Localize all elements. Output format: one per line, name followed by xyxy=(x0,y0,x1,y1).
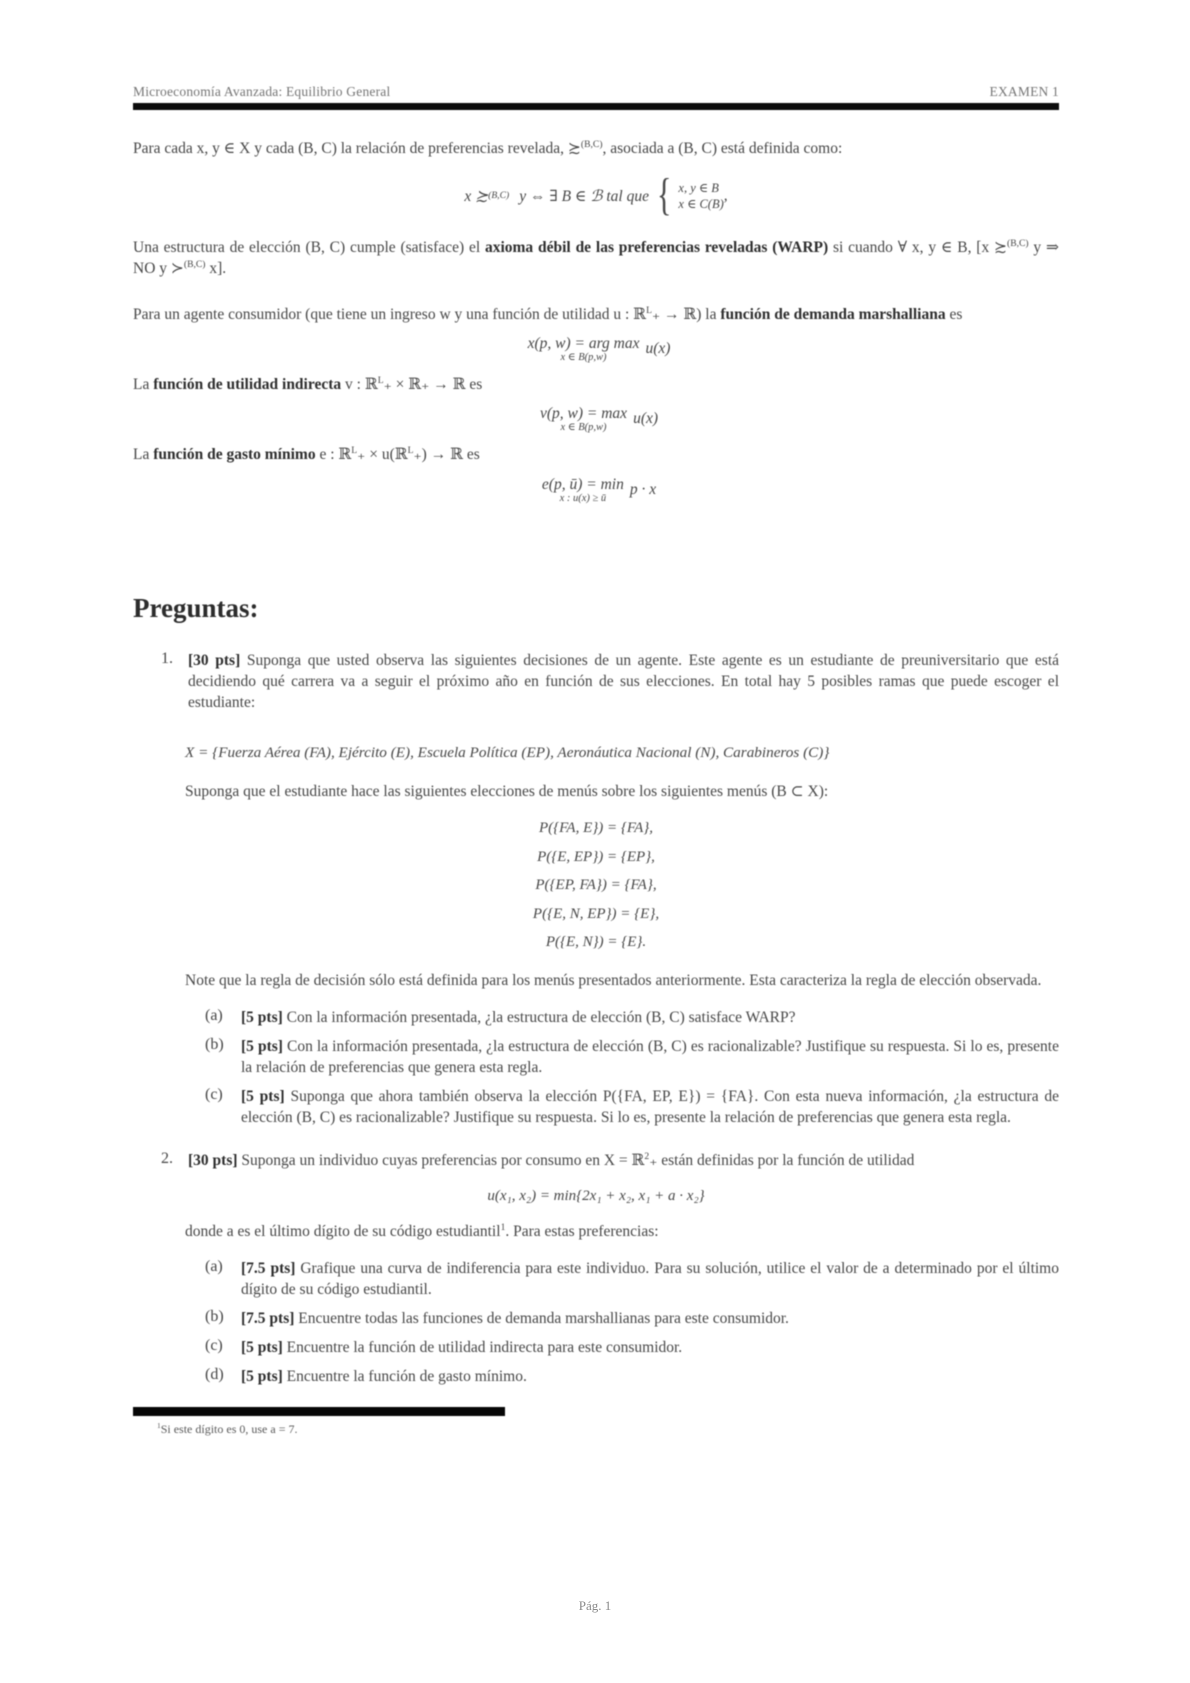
question-2-points: [30 pts] xyxy=(188,1151,238,1169)
page-number: Pág. 1 xyxy=(578,1598,612,1613)
expend-text-b: e : ℝ xyxy=(315,446,352,463)
marshallian-demand-equation xyxy=(133,334,1059,364)
subquestion-1c-body xyxy=(241,1086,1059,1128)
intro-paragraph-1 xyxy=(133,138,1059,159)
intro-p1-text2: , asociada a (B, C) está definida como: xyxy=(602,140,843,157)
subquestion-2d xyxy=(205,1366,1059,1387)
subquestion-1a-label: (a) xyxy=(205,1006,223,1024)
indirect-text-b: v : ℝ xyxy=(341,376,378,393)
brace-glyph: { xyxy=(656,170,672,220)
where-text-b: . Para estas preferencias: xyxy=(505,1223,659,1240)
footnote-text: Si este dígito es 0, use a = 7. xyxy=(160,1422,298,1436)
subquestion-2a-points: [7.5 pts] xyxy=(241,1260,296,1277)
warp-paragraph xyxy=(133,237,1059,279)
expend-sup1: L xyxy=(351,444,358,456)
subquestion-2c-body xyxy=(241,1337,1059,1358)
utility-equation: u(x₁, x₂) = min{2x₁ + x₂, x₁ + a · x₂} xyxy=(487,1187,705,1204)
subquestion-2b-points: [7.5 pts] xyxy=(241,1310,295,1327)
indirect-utility-equation xyxy=(133,404,1059,434)
choice-equation: P({FA, E}) = {FA}, xyxy=(539,820,653,836)
demand-text-c: es xyxy=(945,306,963,323)
subquestion-1c-label: (c) xyxy=(205,1085,223,1103)
eq3-lhs: v(p, w) = max xyxy=(539,405,628,422)
question-2-number: 2. xyxy=(161,1149,173,1167)
course-title: Microeconomía Avanzada: Equilibrio General xyxy=(133,84,391,99)
indirect-text-a: La xyxy=(133,376,154,393)
expenditure-equation xyxy=(133,475,1059,505)
subquestion-2a-text: Grafique una curva de indiferencia para este individuo. Para su solución, utilice el valor de a determinado por el último dígito de su código estudiantil. xyxy=(241,1260,1059,1298)
choice-equation: P({E, N, EP}) = {E}, xyxy=(532,905,660,922)
subquestion-2b-text: Encuentre todas las funciones de demanda marshallianas para este consumidor. xyxy=(294,1310,789,1327)
subquestion-1b-label: (b) xyxy=(205,1035,224,1053)
choice-equation: P({E, EP}) = {EP}, xyxy=(537,848,655,865)
subquestion-1b-body xyxy=(241,1036,1059,1078)
eq2-lhs: x(p, w) = arg max xyxy=(527,335,640,352)
subquestion-2c xyxy=(205,1337,1059,1358)
subquestion-2d-text: Encuentre la función de gasto mínimo. xyxy=(282,1368,527,1385)
subquestion-1b-text: Con la información presentada, ¿la estructura de elección (B, C) es racionalizable? Justifique su respuesta. Si lo es, presente la relación de preferencias que genera esta regla. xyxy=(241,1037,1059,1076)
warp-sup2: (B,C) xyxy=(183,258,206,270)
where-sup: 1 xyxy=(500,1221,506,1233)
question-2-text-a: Suponga un individuo cuyas preferencias por consumo en X = ℝ xyxy=(237,1151,645,1169)
footnote xyxy=(157,1422,1059,1437)
indirect-sup: L xyxy=(377,374,384,386)
eq1-mid: y ⇔ ∃ B ∈ ℬ tal que xyxy=(519,187,649,205)
choice-equation: P({E, N}) = {E}. xyxy=(545,934,647,950)
subquestion-2c-label: (c) xyxy=(205,1337,223,1354)
expend-text-a: La xyxy=(133,446,154,463)
subquestion-2a-body xyxy=(241,1258,1059,1300)
question-1 xyxy=(133,650,1059,713)
expend-text-c: ₊ × u(ℝ xyxy=(357,446,408,463)
where-line xyxy=(185,1221,1059,1242)
menus-line: Suponga que el estudiante hace las siguientes elecciones de menús sobre los siguientes menús (B ⊂ X): xyxy=(185,783,829,800)
eq4-lhs: e(p, ū) = min xyxy=(541,476,624,493)
questions-heading: Preguntas: xyxy=(133,593,259,623)
question-1-body xyxy=(188,650,1059,713)
eq2-sub: x ∈ B(p,w) xyxy=(560,352,607,363)
question-1-text: Suponga que usted observa las siguientes decisiones de un agente. Este agente es un estudiante de preuniversitario que está decidiendo qué carrera va a seguir el próximo año en función de sus elecciones. En total hay 5 posibles ramas que puede escoger el estudiante: xyxy=(188,652,1060,711)
subquestion-2d-points: [5 pts] xyxy=(241,1368,283,1385)
question-2 xyxy=(133,1150,1059,1171)
note-paragraph: Note que la regla de decisión sólo está definida para los menús presentados anteriormente. Esta caracteriza la regla de elección observada. xyxy=(185,971,1042,989)
eq3-rhs: u(x) xyxy=(633,410,659,427)
subquestion-1b-points: [5 pts] xyxy=(241,1037,283,1055)
subquestion-2a-label: (a) xyxy=(205,1258,223,1275)
eq1-case2: x ∈ C(B) xyxy=(678,197,724,211)
subquestion-2b xyxy=(205,1308,1059,1329)
subquestion-1a-body xyxy=(241,1007,1059,1028)
indirect-utility-paragraph xyxy=(133,374,1059,395)
subquestion-2b-label: (b) xyxy=(205,1308,224,1325)
subquestion-2d-label: (d) xyxy=(205,1366,224,1383)
question-1-points: [30 pts] xyxy=(188,652,241,669)
subquestion-1a xyxy=(205,1007,1059,1028)
where-text-a: donde a es el último dígito de su código estudiantil xyxy=(185,1223,501,1240)
demand-sup: L xyxy=(646,304,652,316)
demand-text-a: Para un agente consumidor (que tiene un ingreso w y una función de utilidad u : ℝ xyxy=(133,306,647,323)
subquestion-2d-body xyxy=(241,1366,1059,1387)
subquestion-1c xyxy=(205,1086,1059,1128)
expend-bold: función de gasto mínimo xyxy=(153,446,316,463)
subquestion-1c-text: Suponga que ahora también observa la elección P({FA, EP, E}) = {FA}. Con esta nueva información, ¿la estructura de elección (B, C) es racionalizable? Justifique su respuesta. Si lo es, presente la relación de preferencias que genera esta regla. xyxy=(241,1087,1060,1126)
exam-label: EXAMEN 1 xyxy=(989,84,1059,99)
page-content xyxy=(133,84,1059,1449)
eq1-cases xyxy=(656,170,724,220)
warp-text-b: si cuando ∀ x, y ∈ B, [x ≿ xyxy=(828,239,1008,256)
eq3-sub: x ∈ B(p,w) xyxy=(560,422,607,433)
subquestion-1c-points: [5 pts] xyxy=(241,1087,285,1105)
question-2-text-b: ₊ están definidas por la función de utilidad xyxy=(649,1151,915,1169)
expenditure-paragraph xyxy=(133,444,1059,465)
eq4-sub: x : u(x) ≥ ū xyxy=(559,493,607,504)
header-rule xyxy=(133,103,1059,110)
marshallian-paragraph xyxy=(133,304,1059,325)
page-header xyxy=(133,84,1059,100)
indirect-text-c: ₊ × ℝ₊ → ℝ es xyxy=(383,376,483,393)
intro-p1-text: Para cada x, y ∈ X y cada (B, C) la relación de preferencias revelada, ≿ xyxy=(133,140,581,157)
warp-text-d: x]. xyxy=(205,260,227,277)
demand-bold: función de demanda marshalliana xyxy=(720,306,946,323)
eq1-tail: , xyxy=(723,187,728,204)
warp-text-a: Una estructura de elección (B, C) cumple (satisface) el xyxy=(133,239,485,256)
eq4-rhs: p · x xyxy=(629,481,657,498)
subquestion-1b xyxy=(205,1036,1059,1078)
subquestion-2c-text: Encuentre la función de utilidad indirecta para este consumidor. xyxy=(282,1339,683,1356)
revealed-preference-equation: x ≿ (B,C) y ⇔ ∃ B ∈ ℬ tal que { x, y ∈ B x ∈ C(B) , xyxy=(464,170,728,220)
subquestion-2a xyxy=(205,1258,1059,1300)
subquestion-1a-points: [5 pts] xyxy=(241,1008,283,1026)
footnote-rule xyxy=(133,1407,505,1416)
subquestion-1a-text: Con la información presentada, ¿la estructura de elección (B, C) satisface WARP? xyxy=(282,1008,796,1026)
eq2-rhs: u(x) xyxy=(645,340,671,357)
choice-equation: P({EP, FA}) = {FA}, xyxy=(535,877,657,893)
warp-text-c: y ⇒ NO y ≻ xyxy=(133,239,1059,277)
intro-p1-sup: (B,C) xyxy=(580,138,603,150)
expend-text-d: ₊) → ℝ es xyxy=(413,446,480,463)
demand-text-b: ₊ → ℝ) la xyxy=(651,306,721,323)
question-2-sup: 2 xyxy=(644,1150,650,1162)
indirect-bold: función de utilidad indirecta xyxy=(153,376,342,393)
choice-equations-block xyxy=(133,814,1059,957)
eq1-lhs: x ≿ xyxy=(464,187,489,205)
warp-sup1: (B,C) xyxy=(1007,237,1029,249)
footnote-marker: 1 xyxy=(157,1421,161,1430)
choice-set-line: X = {Fuerza Aérea (FA), Ejército (E), Escuela Política (EP), Aeronáutica Nacional (N), Carabineros (C)} xyxy=(185,744,830,761)
warp-bold: axioma débil de las preferencias reveladas (WARP) xyxy=(484,239,829,256)
question-1-number: 1. xyxy=(161,650,173,667)
eq1-case1: x, y ∈ B xyxy=(678,181,719,195)
subquestion-2c-points: [5 pts] xyxy=(241,1339,283,1356)
subquestion-2b-body xyxy=(241,1308,1059,1329)
expend-sup2: L xyxy=(407,444,414,456)
question-2-body xyxy=(188,1150,1059,1171)
